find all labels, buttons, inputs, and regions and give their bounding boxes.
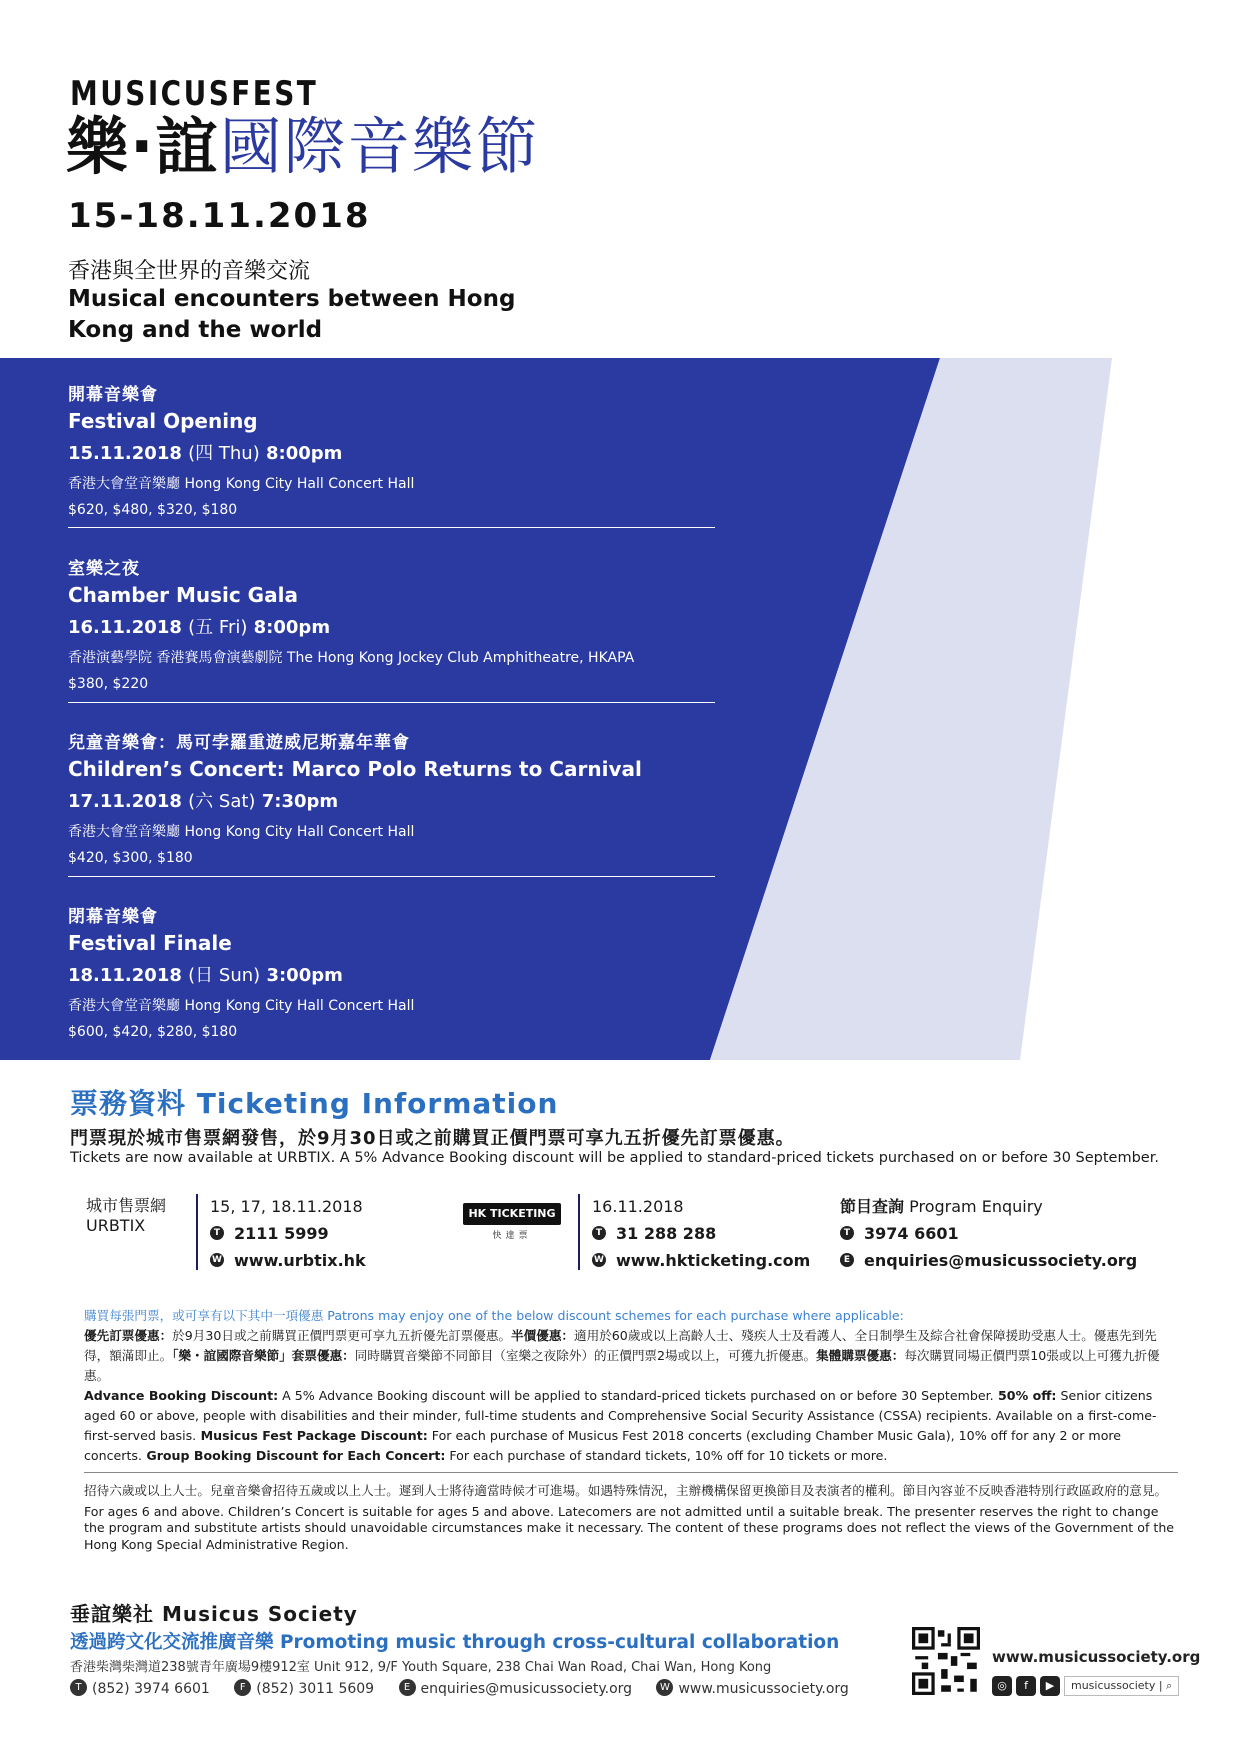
event-title-zh: 開幕音樂會 [68,385,158,405]
logo-zh-black-part: 樂·誼 [66,110,220,183]
ticketing-intro-zh: 門票現於城市售票網發售，於9月30日或之前購買正價門票可享九五折優先訂票優惠。 [70,1128,795,1149]
event-datetime [68,613,634,639]
event-prices: $620, $480, $320, $180 [68,502,238,518]
event-divider [68,527,715,528]
audience-notes [84,1483,1176,1553]
footer-email-link[interactable]: enquiries@musicussociety.org [420,1680,633,1697]
event-venue: 香港大會堂音樂廳 Hong Kong City Hall Concert Hall [68,824,415,840]
event-prices: $380, $220 [68,676,149,692]
event-title-en: Festival Finale [68,931,232,955]
discount-label: 50% off: [993,1388,1057,1403]
event-title-zh: 閉幕音樂會 [68,907,158,927]
event-venue: 香港大會堂音樂廳 Hong Kong City Hall Concert Hall [68,476,415,492]
event-weekday: (六 Sat) [188,791,256,812]
social-links [992,1676,1179,1696]
organizer-contacts [70,1680,869,1697]
festival-dates: 15-18.11.2018 [68,196,371,236]
event-weekday: (四 Thu) [188,443,260,464]
enquiry-phone[interactable]: 3974 6601 [864,1224,959,1243]
event-weekday: (日 Sun) [188,965,261,986]
ticketing-title-en: Ticketing Information [196,1087,559,1120]
event-divider [68,876,715,877]
event-time: 8:00pm [253,617,331,638]
youtube-icon[interactable]: ▶ [1040,1676,1060,1696]
event-date: 16.11.2018 [68,617,182,638]
event-venue: 香港演藝學院 香港賽馬會演藝劇院 The Hong Kong Jockey Club Amphitheatre, HKAPA [68,650,635,666]
event-prices: $420, $300, $180 [68,850,193,866]
event-weekday: (五 Fri) [188,617,248,638]
social-handle: musicussociety [1071,1679,1156,1692]
discount-label: Group Booking Discount for Each Concert: [141,1448,446,1463]
ticketing-title [70,1082,558,1122]
urbtix-label-zh: 城市售票網 [86,1196,167,1215]
organizer-name: 垂誼樂社 Musicus Society [70,1602,358,1626]
column-divider [578,1194,580,1270]
event-date: 15.11.2018 [68,443,182,464]
event-venue: 香港大會堂音樂廳 Hong Kong City Hall Concert Hall [68,998,415,1014]
web-icon: W [210,1253,224,1267]
event-title-zh: 兒童音樂會：馬可孛羅重遊威尼斯嘉年華會 [68,733,410,753]
discount-detail: Senior citizens aged 60 or above, people with disabilities and their minder, full-time students and Comprehensive Social Security Assistance (CSSA) recipients. Available on a first-come-first-served basis. [84,1388,1157,1443]
notes-zh: 招待六歲或以上人士。兒童音樂會招待五歲或以上人士。遲到人士將待適當時候才可進場。如遇特殊情況，主辦機構保留更換節目及表演者的權利。節目內容並不反映香港特別行政區政府的意見。 [84,1483,1168,1498]
event-time: 7:30pm [261,791,339,812]
urbtix-website-link[interactable]: www.urbtix.hk [234,1251,366,1270]
event-title-en: Children’s Concert: Marco Polo Returns to Carnival [68,757,642,781]
event-datetime [68,961,414,987]
discount-detail: 適用於60歲或以上高齡人士、殘疾人士及看護人、全日制學生及綜合社會保障援助受惠人士。優惠先到先得，額滿即止。 [84,1328,1157,1363]
logo-zh-blue-part: 國際音樂節 [219,110,540,183]
organizer-address: 香港柴灣柴灣道238號青年廣場9樓912室 Unit 912, 9/F Youth Square, 238 Chai Wan Road, Chai Wan, Hong Kong [70,1660,772,1675]
discount-label: 「樂・誼國際音樂節」套票優惠： [172,1348,355,1363]
email-icon: E [399,1679,416,1696]
festival-logo-zh [66,110,540,183]
event-chamber-music-gala [68,554,634,692]
discount-label: 集體購票優惠： [816,1348,905,1363]
discount-label: Musicus Fest Package Discount: [196,1428,428,1443]
event-prices: $600, $420, $280, $180 [68,1024,238,1040]
event-title-en: Festival Opening [68,409,258,433]
ticketing-intro-en: Tickets are now available at URBTIX. A 5% Advance Booking discount will be applied to standard-priced tickets purchased on or before 30 September. [70,1150,1159,1166]
enquiry-email-link[interactable]: enquiries@musicussociety.org [864,1251,1138,1270]
column-divider [196,1194,198,1270]
discount-label: 半價優惠： [511,1328,575,1343]
hkticketing-info [592,1193,810,1274]
hkticketing-phone[interactable]: 31 288 288 [616,1224,717,1243]
event-date: 18.11.2018 [68,965,182,986]
organizer-slogan: 透過跨文化交流推廣音樂 Promoting music through cross-cultural collaboration [70,1632,840,1653]
fax-icon: F [234,1679,251,1696]
program-enquiry-info [840,1193,1137,1274]
web-icon: W [656,1679,673,1696]
discount-text-zh [84,1326,1180,1386]
qr-code-icon[interactable] [912,1626,980,1696]
footer-tel[interactable]: (852) 3974 6601 [92,1680,210,1697]
footer-web-link[interactable]: www.musicussociety.org [678,1680,849,1697]
event-time: 3:00pm [266,965,343,986]
discount-detail: 於9月30日或之前購買正價門票更可享九五折優先訂票優惠。 [172,1328,512,1343]
event-datetime [68,439,414,465]
hk-ticketing-logo: HK TICKETING [463,1203,561,1225]
phone-icon: T [592,1226,606,1240]
event-datetime [68,787,642,813]
phone-icon: T [840,1226,854,1240]
footer-site-link[interactable]: www.musicussociety.org [992,1648,1201,1666]
facebook-icon[interactable]: f [1016,1676,1036,1696]
notes-en: For ages 6 and above. Children’s Concert is suitable for ages 5 and above. Latecomers are not admitted until a suitable break. The presenter reserves the right to change the program and substitute artists should unavoidable circumstances make it necessary. The content of these programs does not reflect the views of the Government of the Hong Kong Special Administrative Region. [84,1503,1175,1552]
notes-divider [84,1472,1178,1473]
discount-lead: 購買每張門票，或可享有以下其中一項優惠 Patrons may enjoy one of the below discount schemes for each purchase where applicable: [84,1308,904,1323]
discount-detail: 每次購買同場正價門票10張或以上可獲九折優惠。 [84,1348,1160,1383]
email-icon: E [840,1253,854,1267]
event-title-zh: 室樂之夜 [68,559,140,579]
enquiry-label-zh: 節目查詢 [840,1197,905,1216]
tagline-en: Musical encounters between Hong Kong and the world [68,286,516,343]
urbtix-dates: 15, 17, 18.11.2018 [210,1197,363,1216]
footer-fax: (852) 3011 5609 [256,1680,375,1697]
event-childrens-concert [68,728,642,866]
phone-icon: T [70,1679,87,1696]
discount-text-en [84,1386,1180,1466]
ticketing-title-zh: 票務資料 [70,1087,187,1120]
search-icon: ⌕ [1166,1679,1173,1692]
hkticketing-website-link[interactable]: www.hkticketing.com [616,1251,811,1270]
event-date: 17.11.2018 [68,791,182,812]
social-search-box[interactable]: musicussociety | ⌕ [1064,1676,1179,1696]
event-title-en: Chamber Music Gala [68,583,298,607]
hkticketing-dates: 16.11.2018 [592,1197,684,1216]
discount-detail: For each purchase of standard tickets, 10% off for 10 tickets or more. [445,1448,888,1463]
urbtix-label [86,1196,166,1236]
urbtix-phone[interactable]: 2111 5999 [234,1224,329,1243]
discount-detail: A 5% Advance Booking discount will be applied to standard-priced tickets purchased on or before 30 September. [278,1388,994,1403]
event-divider [68,702,715,703]
discount-label: 優先訂票優惠： [84,1328,173,1343]
event-festival-opening [68,380,414,518]
tagline-zh: 香港與全世界的音樂交流 [68,259,311,284]
phone-icon: T [210,1226,224,1240]
hk-ticketing-logo-sub: 快達票 [492,1231,532,1241]
urbtix-label-en: URBTIX [86,1216,146,1235]
event-time: 8:00pm [266,443,343,464]
discount-label: Advance Booking Discount: [84,1388,279,1403]
discount-detail: For each purchase of Musicus Fest 2018 concerts (excluding Chamber Music Gala), 10% off for any 2 or more concerts. [84,1428,1122,1463]
discount-detail: 同時購買音樂節不同節目（室樂之夜除外）的正價門票2場或以上，可獲九折優惠。 [354,1348,817,1363]
instagram-icon[interactable]: ◎ [992,1676,1012,1696]
discount-schemes [84,1306,1180,1466]
web-icon: W [592,1253,606,1267]
festival-logo-en: MUSICUSFEST [70,74,319,114]
enquiry-label-en: Program Enquiry [909,1197,1043,1216]
urbtix-info [210,1193,366,1274]
event-festival-finale [68,902,414,1040]
